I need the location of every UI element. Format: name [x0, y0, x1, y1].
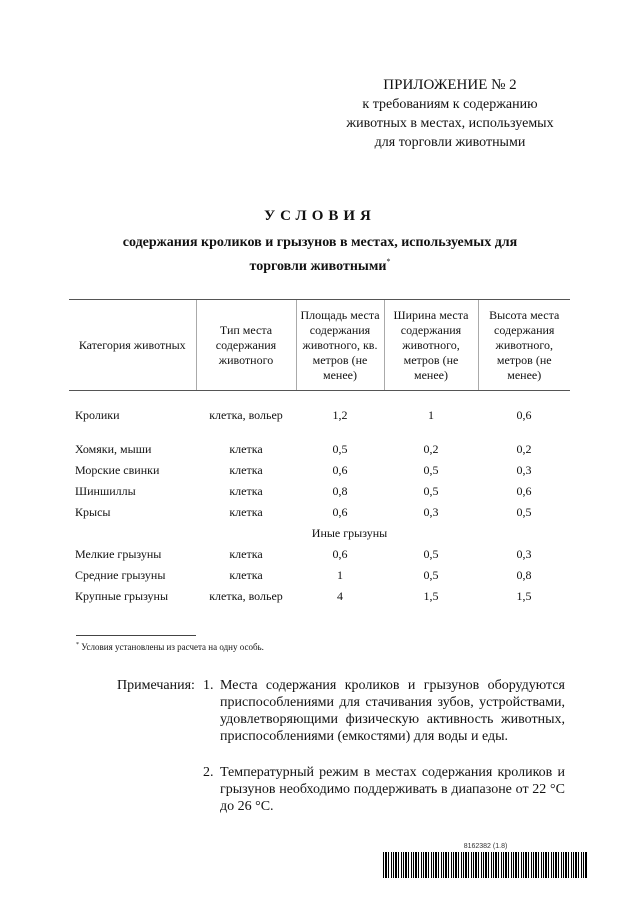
note-item — [203, 677, 565, 745]
cell-place-type: клетка, вольер — [209, 407, 283, 422]
cell-width: 1,5 — [423, 589, 439, 603]
cell-width: 0,5 — [423, 463, 439, 477]
document-title: УСЛОВИЯ — [264, 208, 376, 224]
cell-place-type: клетка, вольер — [209, 589, 283, 603]
cell-width: 1 — [428, 407, 434, 422]
cell-height: 1,5 — [516, 589, 532, 603]
cell-area: 0,8 — [332, 484, 348, 498]
cell-width: 0,5 — [423, 547, 439, 561]
note-number: 1. — [203, 678, 214, 693]
appendix-line-2: животных в местах, используемых — [346, 116, 554, 131]
footnote — [76, 642, 264, 652]
cell-place-type: клетка — [229, 547, 263, 561]
cell-place-type: клетка — [229, 505, 263, 519]
appendix-line-1: к требованиям к содержанию — [362, 97, 538, 112]
note-text: Температурный режим в местах содержания кроликов и грызунов необходимо поддерживать в диапазоне от 22 °C до 26 °C. — [220, 765, 565, 814]
cell-height: 0,6 — [516, 484, 532, 498]
note-item — [203, 764, 565, 815]
appendix-title: ПРИЛОЖЕНИЕ № 2 — [383, 77, 517, 93]
footnote-divider — [76, 635, 196, 636]
appendix-header — [300, 76, 600, 152]
cell-category: Мелкие грызуны — [75, 547, 162, 561]
subtitle-line-1: содержания кроликов и грызунов в местах, используемых для — [122, 235, 518, 250]
table-row — [69, 544, 570, 565]
cell-area: 1 — [337, 568, 343, 582]
appendix-line-3: для торговли животными — [374, 135, 526, 150]
cell-width: 0,5 — [423, 568, 439, 582]
table-row — [69, 481, 570, 502]
cell-height: 0,6 — [516, 407, 532, 422]
cell-area: 4 — [337, 589, 343, 603]
barcode — [383, 843, 588, 878]
cell-category: Хомяки, мыши — [75, 442, 152, 456]
header-width: Ширина места содержания животного, метров (не менее) — [384, 300, 478, 391]
document-subtitle — [60, 233, 580, 276]
cell-area: 1,2 — [332, 407, 348, 422]
cell-height: 0,5 — [516, 505, 532, 519]
table-row — [69, 460, 570, 481]
table-row — [69, 565, 570, 586]
cell-area: 0,6 — [332, 463, 348, 477]
header-place-type: Тип места содержания животного — [196, 300, 296, 391]
table-group-row — [69, 523, 570, 544]
cell-category: Шиншиллы — [75, 484, 136, 498]
header-area: Площадь места содержания животного, кв. метров (не менее) — [296, 300, 384, 391]
cell-place-type: клетка — [229, 442, 263, 456]
note-text: Места содержания кроликов и грызунов оборудуются приспособлениями для стачивания зубов, устройствами, удовлетворяющими физическую активность животных, приспособлениями (емкостями) для воды и еды. — [220, 678, 565, 744]
cell-area: 0,6 — [332, 505, 348, 519]
footnote-mark: * — [76, 642, 79, 648]
notes-label: Примечания: — [117, 678, 195, 693]
barcode-number: 8162382 (1.8) — [463, 843, 508, 850]
subtitle-line-2 — [60, 252, 580, 276]
cell-height: 0,3 — [516, 463, 532, 477]
header-category: Категория животных — [69, 300, 196, 391]
table-row — [69, 586, 570, 607]
requirements-table — [69, 299, 570, 607]
table-row — [69, 391, 570, 434]
table-header-row — [69, 300, 570, 391]
header-height: Высота места содержания животного, метров (не менее) — [478, 300, 570, 391]
cell-place-type: клетка — [229, 484, 263, 498]
cell-category: Крысы — [75, 505, 111, 519]
cell-place-type: клетка — [229, 568, 263, 582]
footnote-text: Условия установлены из расчета на одну особь. — [81, 642, 264, 652]
barcode-bars — [383, 852, 588, 878]
cell-category: Морские свинки — [75, 463, 160, 477]
subtitle-footnote-mark: * — [386, 257, 391, 266]
cell-width: 0,2 — [423, 442, 439, 456]
cell-area: 0,5 — [332, 442, 348, 456]
cell-category: Кролики — [75, 407, 120, 422]
cell-area: 0,6 — [332, 547, 348, 561]
table-row — [69, 502, 570, 523]
group-label: Иные грызуны — [311, 526, 388, 540]
table-row — [69, 439, 570, 460]
cell-category: Крупные грызуны — [75, 589, 169, 603]
cell-height: 0,8 — [516, 568, 532, 582]
subtitle-line-2-text: торговли животными — [249, 259, 387, 274]
note-number: 2. — [203, 765, 214, 780]
cell-category: Средние грызуны — [75, 568, 166, 582]
cell-width: 0,3 — [423, 505, 439, 519]
cell-height: 0,3 — [516, 547, 532, 561]
cell-width: 0,5 — [423, 484, 439, 498]
cell-height: 0,2 — [516, 442, 532, 456]
cell-place-type: клетка — [229, 463, 263, 477]
